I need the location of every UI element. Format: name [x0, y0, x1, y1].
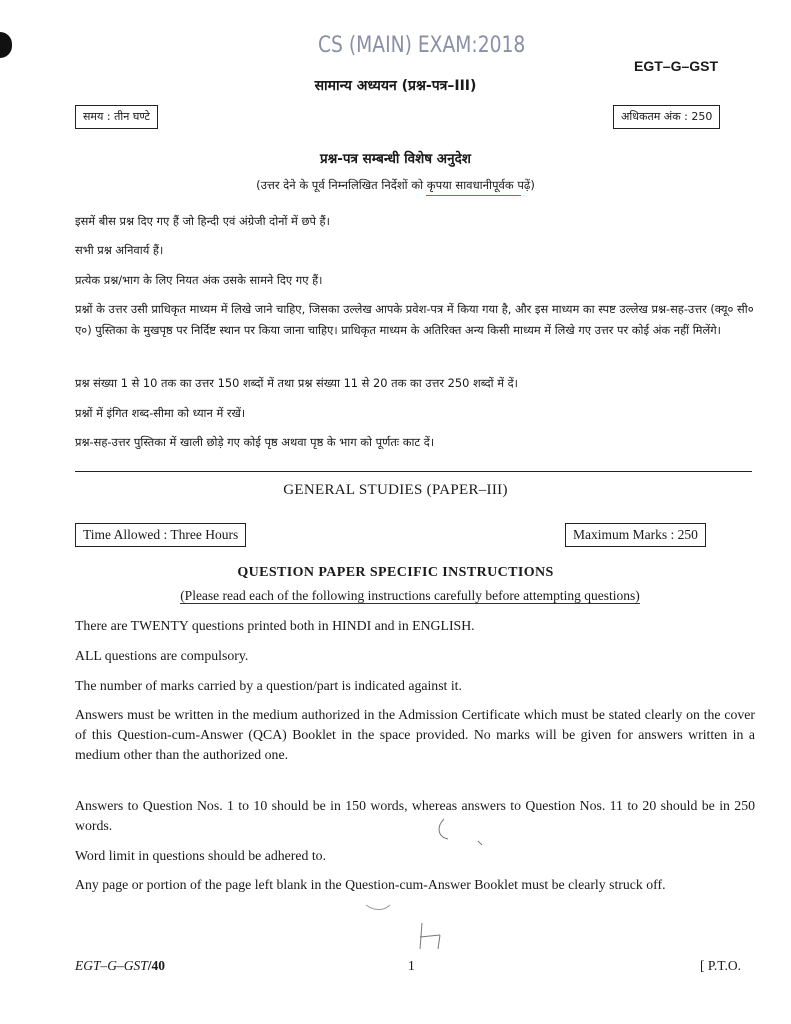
- hindi-paper-title: सामान्य अध्ययन (प्रश्न-पत्र–III): [314, 78, 477, 94]
- please-turn-over: [ P.T.O.: [700, 958, 742, 973]
- hindi-subheading-text: (उत्तर देने के पूर्व निम्नलिखित निर्देशों को कृपया सावधानीपूर्वक पढ़ें): [256, 178, 535, 192]
- english-instruction-4: Answers must be written in the medium authorized in the Admission Certificate which must be stated clearly on the cover of this Question-cum-Answer (QCA) Booklet in the space provided. No marks will be given for answers written in a medium other than the authorized one.: [75, 707, 755, 762]
- hindi-instructions-subheading: [0, 178, 791, 193]
- hindi-instruction-3: प्रत्येक प्रश्न/भाग के लिए नियत अंक उसके सामने दिए गए हैं।: [75, 273, 323, 287]
- english-subheading-text: (Please read each of the following instructions carefully before attempting questions): [180, 588, 640, 603]
- hindi-instruction-4: प्रश्नों के उत्तर उसी प्राधिकृत माध्यम में लिखे जाने चाहिए, जिसका उल्लेख आपके प्रवेश-पत्र में किया गया है, और इस माध्यम का स्पष्ट उल्लेख प्रश्न-सह-उत्तर (क्यू० सी० ए०) पुस्तिका के मुखपृष्ठ पर निर्दिष्ट स्थान पर किया जाना चाहिए। प्राधिकृत माध्यम के अतिरिक्त अन्य किसी माध्यम में लिखे गए उत्तर पर कोई अंक नहीं मिलेंगे।: [75, 302, 754, 337]
- english-paper-title: GENERAL STUDIES (PAPER–III): [283, 482, 508, 498]
- paper-code: EGT–G–GST: [634, 58, 719, 74]
- time-allowed-box: Time Allowed : Three Hours: [75, 523, 246, 547]
- hindi-time-box: समय : तीन घण्टे: [75, 105, 158, 129]
- pen-scribble-mark: [360, 895, 450, 955]
- footer-code-italic: EGT–G–GST: [75, 958, 148, 973]
- english-instruction-7: Any page or portion of the page left blank in the Question-cum-Answer Booklet must be clearly struck off.: [75, 877, 666, 892]
- hindi-instruction-7: प्रश्न-सह-उत्तर पुस्तिका में खाली छोड़े गए कोई पृष्ठ अथवा पृष्ठ के भाग को पूर्णतः काट दें।: [75, 435, 435, 449]
- footer-paper-code: [75, 958, 165, 974]
- hindi-max-marks-box: अधिकतम अंक : 250: [613, 105, 720, 129]
- pen-scribble-mark: [430, 815, 490, 865]
- exam-stamp: CS (MAIN) EXAM:2018: [318, 33, 526, 58]
- page-number: 1: [408, 958, 415, 973]
- punch-hole-mark: [0, 32, 12, 58]
- english-instruction-2: ALL questions are compulsory.: [75, 648, 249, 663]
- english-instructions-heading: QUESTION PAPER SPECIFIC INSTRUCTIONS: [237, 565, 554, 580]
- english-instruction-5: Answers to Question Nos. 1 to 10 should be in 150 words, whereas answers to Question Nos. 11 to 20 should be in 250 words.: [75, 798, 755, 833]
- footer-code-suffix: /40: [147, 958, 166, 973]
- english-instruction-1: There are TWENTY questions printed both in HINDI and in ENGLISH.: [75, 618, 475, 633]
- hindi-instruction-2: सभी प्रश्न अनिवार्य हैं।: [75, 243, 164, 257]
- english-instruction-3: The number of marks carried by a question/part is indicated against it.: [75, 678, 462, 693]
- hindi-instruction-6: प्रश्नों में इंगित शब्द-सीमा को ध्यान में रखें।: [75, 406, 246, 420]
- hindi-instruction-1: इसमें बीस प्रश्न दिए गए हैं जो हिन्दी एवं अंग्रेजी दोनों में छपे हैं।: [75, 214, 330, 228]
- english-instructions-subheading: [0, 588, 791, 604]
- hindi-instructions-heading: प्रश्न-पत्र सम्बन्धी विशेष अनुदेश: [320, 151, 471, 167]
- english-instruction-6: Word limit in questions should be adhered to.: [75, 848, 327, 863]
- hindi-instruction-5: प्रश्न संख्या 1 से 10 तक का उत्तर 150 शब्दों में तथा प्रश्न संख्या 11 से 20 तक का उत्तर 250 शब्दों में दें।: [75, 376, 519, 390]
- section-divider: [75, 471, 752, 472]
- max-marks-box: Maximum Marks : 250: [565, 523, 706, 547]
